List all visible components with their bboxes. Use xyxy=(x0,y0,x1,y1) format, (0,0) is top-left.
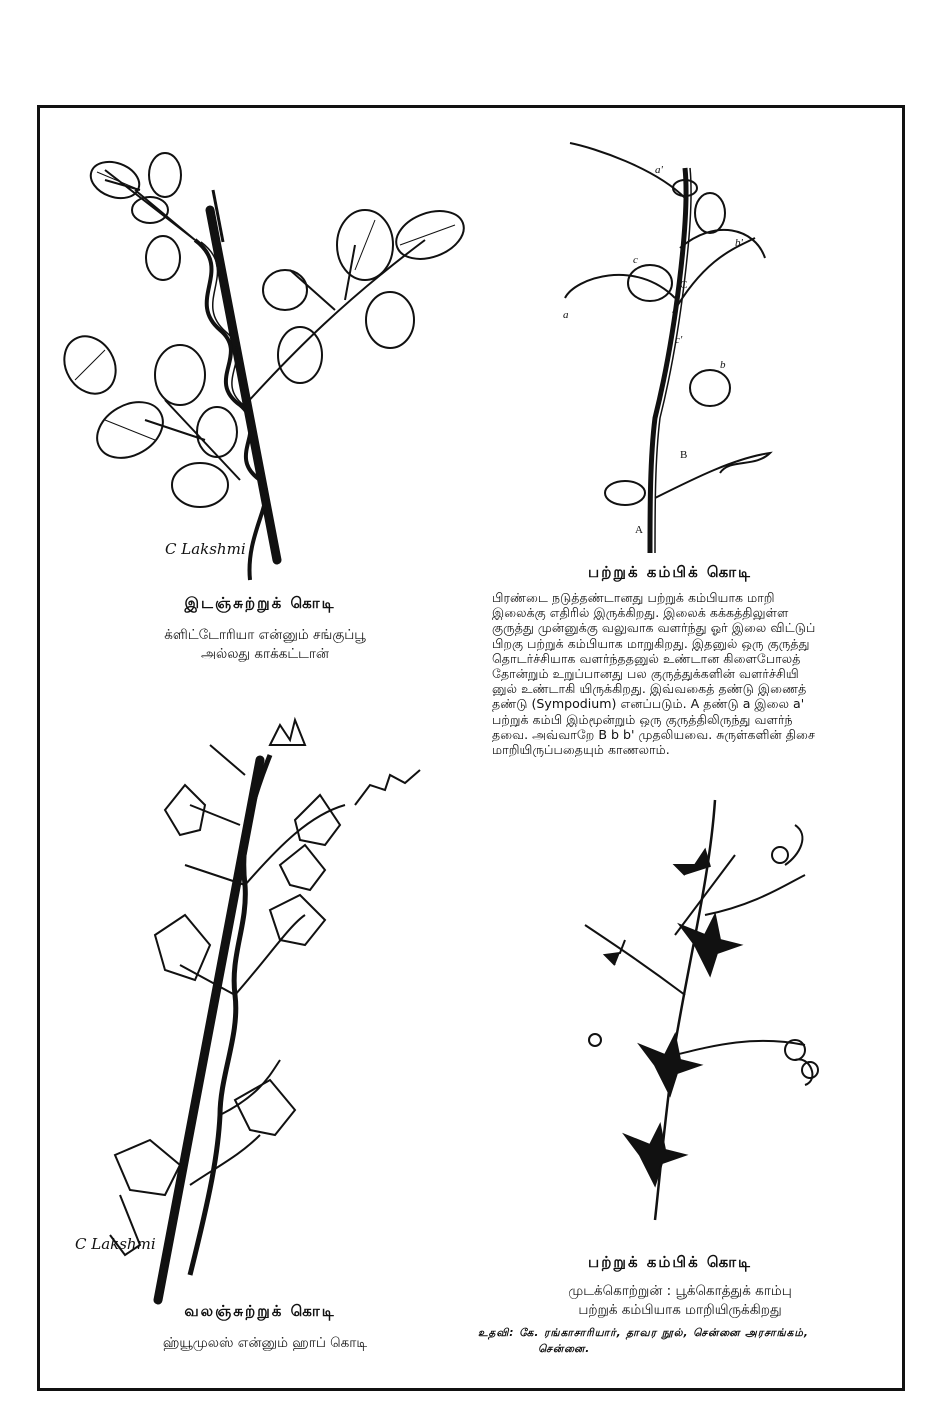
tendril-vine-illustration xyxy=(555,138,785,558)
description-line: தொடர்ச்சியாக வளர்ந்ததனுல் உண்டான கிளைபோலத் xyxy=(492,650,801,666)
credit-line: உதவி: கே. ரங்காசாரியார், தாவர நூல், சென்னை அரசாங்கம், xyxy=(478,1327,809,1339)
flower-stalk-caption xyxy=(520,1282,840,1320)
credit-line: சென்னை. xyxy=(538,1343,591,1355)
figure-label: c' xyxy=(675,334,683,346)
description-line: பிரண்டை நடுத்தண்டானது பற்றுக் கம்பியாக மாறி xyxy=(492,590,775,605)
credit-note xyxy=(478,1325,888,1357)
description-line: தவை. அவ்வாறே B b b' முதலியவை. சுருள்களின் திசை xyxy=(492,726,815,742)
caption-line: க்ளிட்டோரியா என்னும் சங்குப்பூ xyxy=(164,627,366,643)
counter-clockwise-vine-illustration xyxy=(45,150,465,590)
counter-clockwise-title: இடஞ்சுற்றுக் கொடி xyxy=(184,594,336,612)
caption-line: ஹ்யூமுலஸ் என்னும் ஹாப் கொடி xyxy=(162,1335,368,1351)
flower-stalk-title: பற்றுக் கம்பிக் கொடி xyxy=(588,1253,752,1271)
description-line: குருத்து முன்னுக்கு வலுவாக வளர்ந்து ஓர் இலை விட்டுப் xyxy=(492,620,816,636)
figure-label: a' xyxy=(655,164,663,176)
flower-stalk-tendril-illustration xyxy=(555,795,845,1225)
clockwise-vine-illustration xyxy=(70,715,430,1305)
description-line: தண்டு (Sympodium) எனப்படும். A தண்டு a இலை a' xyxy=(492,696,805,712)
caption-line: அல்லது காக்கட்டான் xyxy=(200,646,329,662)
clockwise-caption xyxy=(140,1334,390,1353)
description-line: னுல் உண்டாகி யிருக்கிறது. இவ்வகைத் தண்டு இணைத் xyxy=(492,681,807,697)
caption-line: பற்றுக் கம்பியாக மாறியிருக்கிறது xyxy=(578,1302,782,1318)
figure-label: C xyxy=(680,279,688,291)
caption-line: முடக்கொற்றுன் : பூக்கொத்துக் காம்பு xyxy=(568,1283,792,1299)
figure-label: a xyxy=(563,309,569,321)
description-line: தோன்றும் உறுப்பானது பல குருத்துக்களின் வளர்ச்சியி xyxy=(492,666,799,682)
artist-signature: C Lakshmi xyxy=(165,540,246,558)
description-line: மாறியிருப்பதையும் காணலாம். xyxy=(492,742,670,758)
counter-clockwise-caption xyxy=(140,626,390,664)
description-line: இலைக்கு எதிரில் இருக்கிறது. இலைக் கக்கத்திலுள்ள xyxy=(492,605,789,621)
clockwise-title: வலஞ்சுற்றுக் கொடி xyxy=(184,1302,336,1320)
tendril-description xyxy=(492,590,864,757)
figure-label: B xyxy=(680,449,688,461)
artist-signature: C Lakshmi xyxy=(75,1235,156,1253)
tendril-title: பற்றுக் கம்பிக் கொடி xyxy=(588,563,752,581)
description-line: பற்றுக் கம்பி இம்மூன்றும் ஒரு குருத்திலிருந்து வளர்ந் xyxy=(492,711,793,727)
figure-label: b xyxy=(720,359,726,371)
figure-label: A xyxy=(635,524,643,536)
figure-label: b' xyxy=(735,237,743,249)
description-line: பிறகு பற்றுக் கம்பியாக மாறுகிறது. இதனுல் ஒரு குருத்து xyxy=(492,635,810,651)
figure-label: c xyxy=(633,254,638,266)
